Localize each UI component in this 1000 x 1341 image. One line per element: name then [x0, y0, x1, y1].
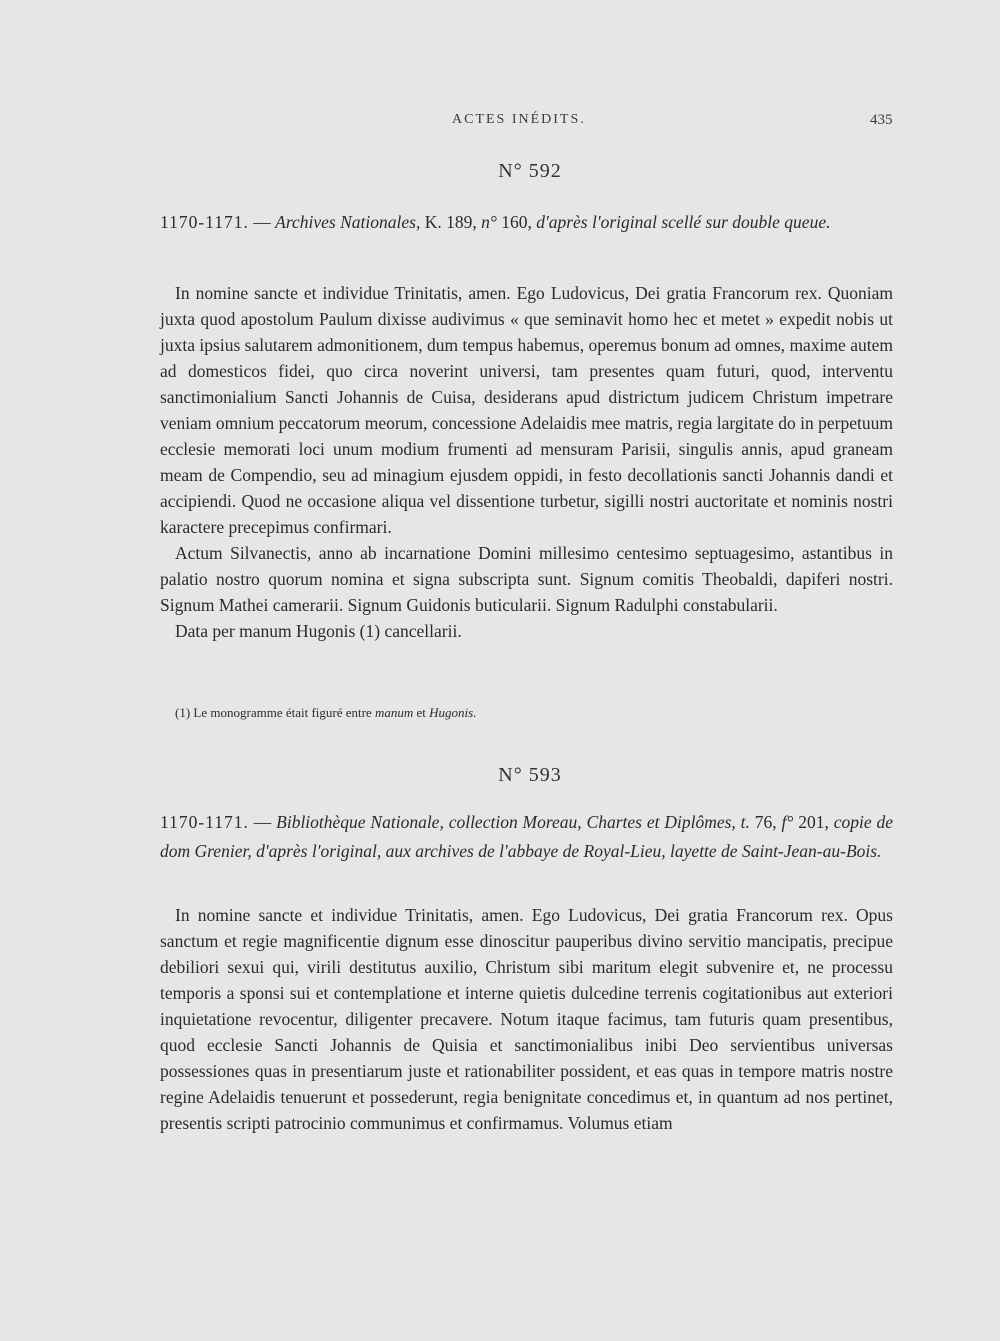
entry-593-number: N° 593 — [498, 764, 562, 786]
source-no: n° — [481, 212, 497, 232]
running-header — [0, 112, 1000, 132]
source-dash: — — [248, 212, 276, 232]
page-number: 435 — [870, 112, 893, 128]
source-ref: K. 189, — [420, 212, 482, 232]
source-dash: — — [248, 812, 277, 832]
entry-593-source — [160, 808, 893, 866]
entry-592-body — [160, 280, 893, 644]
source-ref: 76, — [749, 812, 782, 832]
source-folio: f° — [781, 812, 794, 832]
source-num: 160, — [496, 212, 537, 232]
source-text: Bibliothèque Nationale, collection Moreau, Chartes et Diplômes, t. — [276, 812, 750, 832]
source-date: 1170-1171. — [160, 812, 249, 832]
running-title: ACTES INÉDITS. — [452, 112, 586, 127]
footnote-marker: (1) — [175, 705, 191, 720]
footnote-text: Le monogramme était figuré entre — [190, 705, 375, 720]
footnote-word: manum — [374, 705, 414, 720]
entry-592-number: N° 592 — [498, 160, 562, 182]
paragraph: Data per manum Hugonis (1) cancellarii. — [175, 621, 462, 641]
footnote-text: et — [413, 705, 430, 720]
entry-593-body — [160, 902, 893, 1136]
footnote — [175, 704, 908, 722]
source-note: copie de dom Grenier, d'après l'original, aux archives de l'abbaye de Royal-Lieu, layette de Saint-Jean-au-Bois. — [160, 812, 894, 861]
paragraph: Actum Silvanectis, anno ab incarnatione Domini millesimo centesimo septuagesimo, astantibus in palatio nostro quorum nomina et signa subscripta sunt. Signum comitis Theobaldi, dapiferi nostri. Signum Mathei camerarii. Signum Guidonis buticularii. Signum Radulphi constabularii. — [160, 543, 893, 615]
source-archive: Archives Nationales, — [275, 212, 421, 232]
footnote-word: Hugonis. — [429, 705, 477, 720]
entry-592-source — [160, 208, 893, 237]
paragraph: In nomine sancte et individue Trinitatis, amen. Ego Ludovicus, Dei gratia Francorum rex. Opus sanctum et regie magnificentie dignum esse dinoscitur pauperibus divino servitio mancipatis, precipue debiliori sexui qui, virili destitutus auxilio, Christum sibi maritum elegit subvenire et, ne processu temporis a sponsi sui et contemplatione et interne quietis dulcedine terrenis cogitationibus aut exteriori inquietatione revocentur, diligenter precavere. Notum itaque facimus, tam futuris quam presentibus, quod ecclesie Sancti Johannis de Quisia et sanctimonialibus inibi Deo servientibus universas possessiones quas in presentiarum juste et rationabiliter possident, et eas quas in tempore matris nostre regine Adelaidis tenuerunt et possederunt, regia benignitate concedimus et, in quantum ad nos pertinet, presentis scripti patrocinio communimus et confirmamus. Volumus etiam — [160, 905, 893, 1133]
source-date: 1170-1171. — [160, 212, 249, 232]
source-folio-num: 201, — [793, 812, 834, 832]
paragraph: In nomine sancte et individue Trinitatis, amen. Ego Ludovicus, Dei gratia Francorum rex. Quoniam juxta quod apostolum Paulum dixisse audivimus « que seminavit homo hec et metet » expedit nobis ut juxta ipsius salutarem admonitionem, dum tempus habemus, operemus bonum ad omnes, maxime autem ad domesticos fidei, quo circa noverint universi, tam presentes quam futuri, quod, interventu sanctimonialium Sancti Johannis de Cuisa, desiderans apud districtum judicem Christum impetrare veniam omnium peccatorum meorum, concessione Adelaidis mee matris, regia largitate do in perpetuum ecclesie memorati loci unum modium frumenti ad mensuram Parisii, singulis annis, apud graneam meam de Compendio, seu ad minagium ejusdem oppidi, in festo decollationis sancti Johannis dandi et accipiendi. Quod ne occasione aliqua vel dissentione turbetur, sigilli nostri auctoritate et nominis nostri karactere precepimus confirmari. — [160, 283, 893, 537]
source-note: d'après l'original scellé sur double queue. — [536, 212, 831, 232]
